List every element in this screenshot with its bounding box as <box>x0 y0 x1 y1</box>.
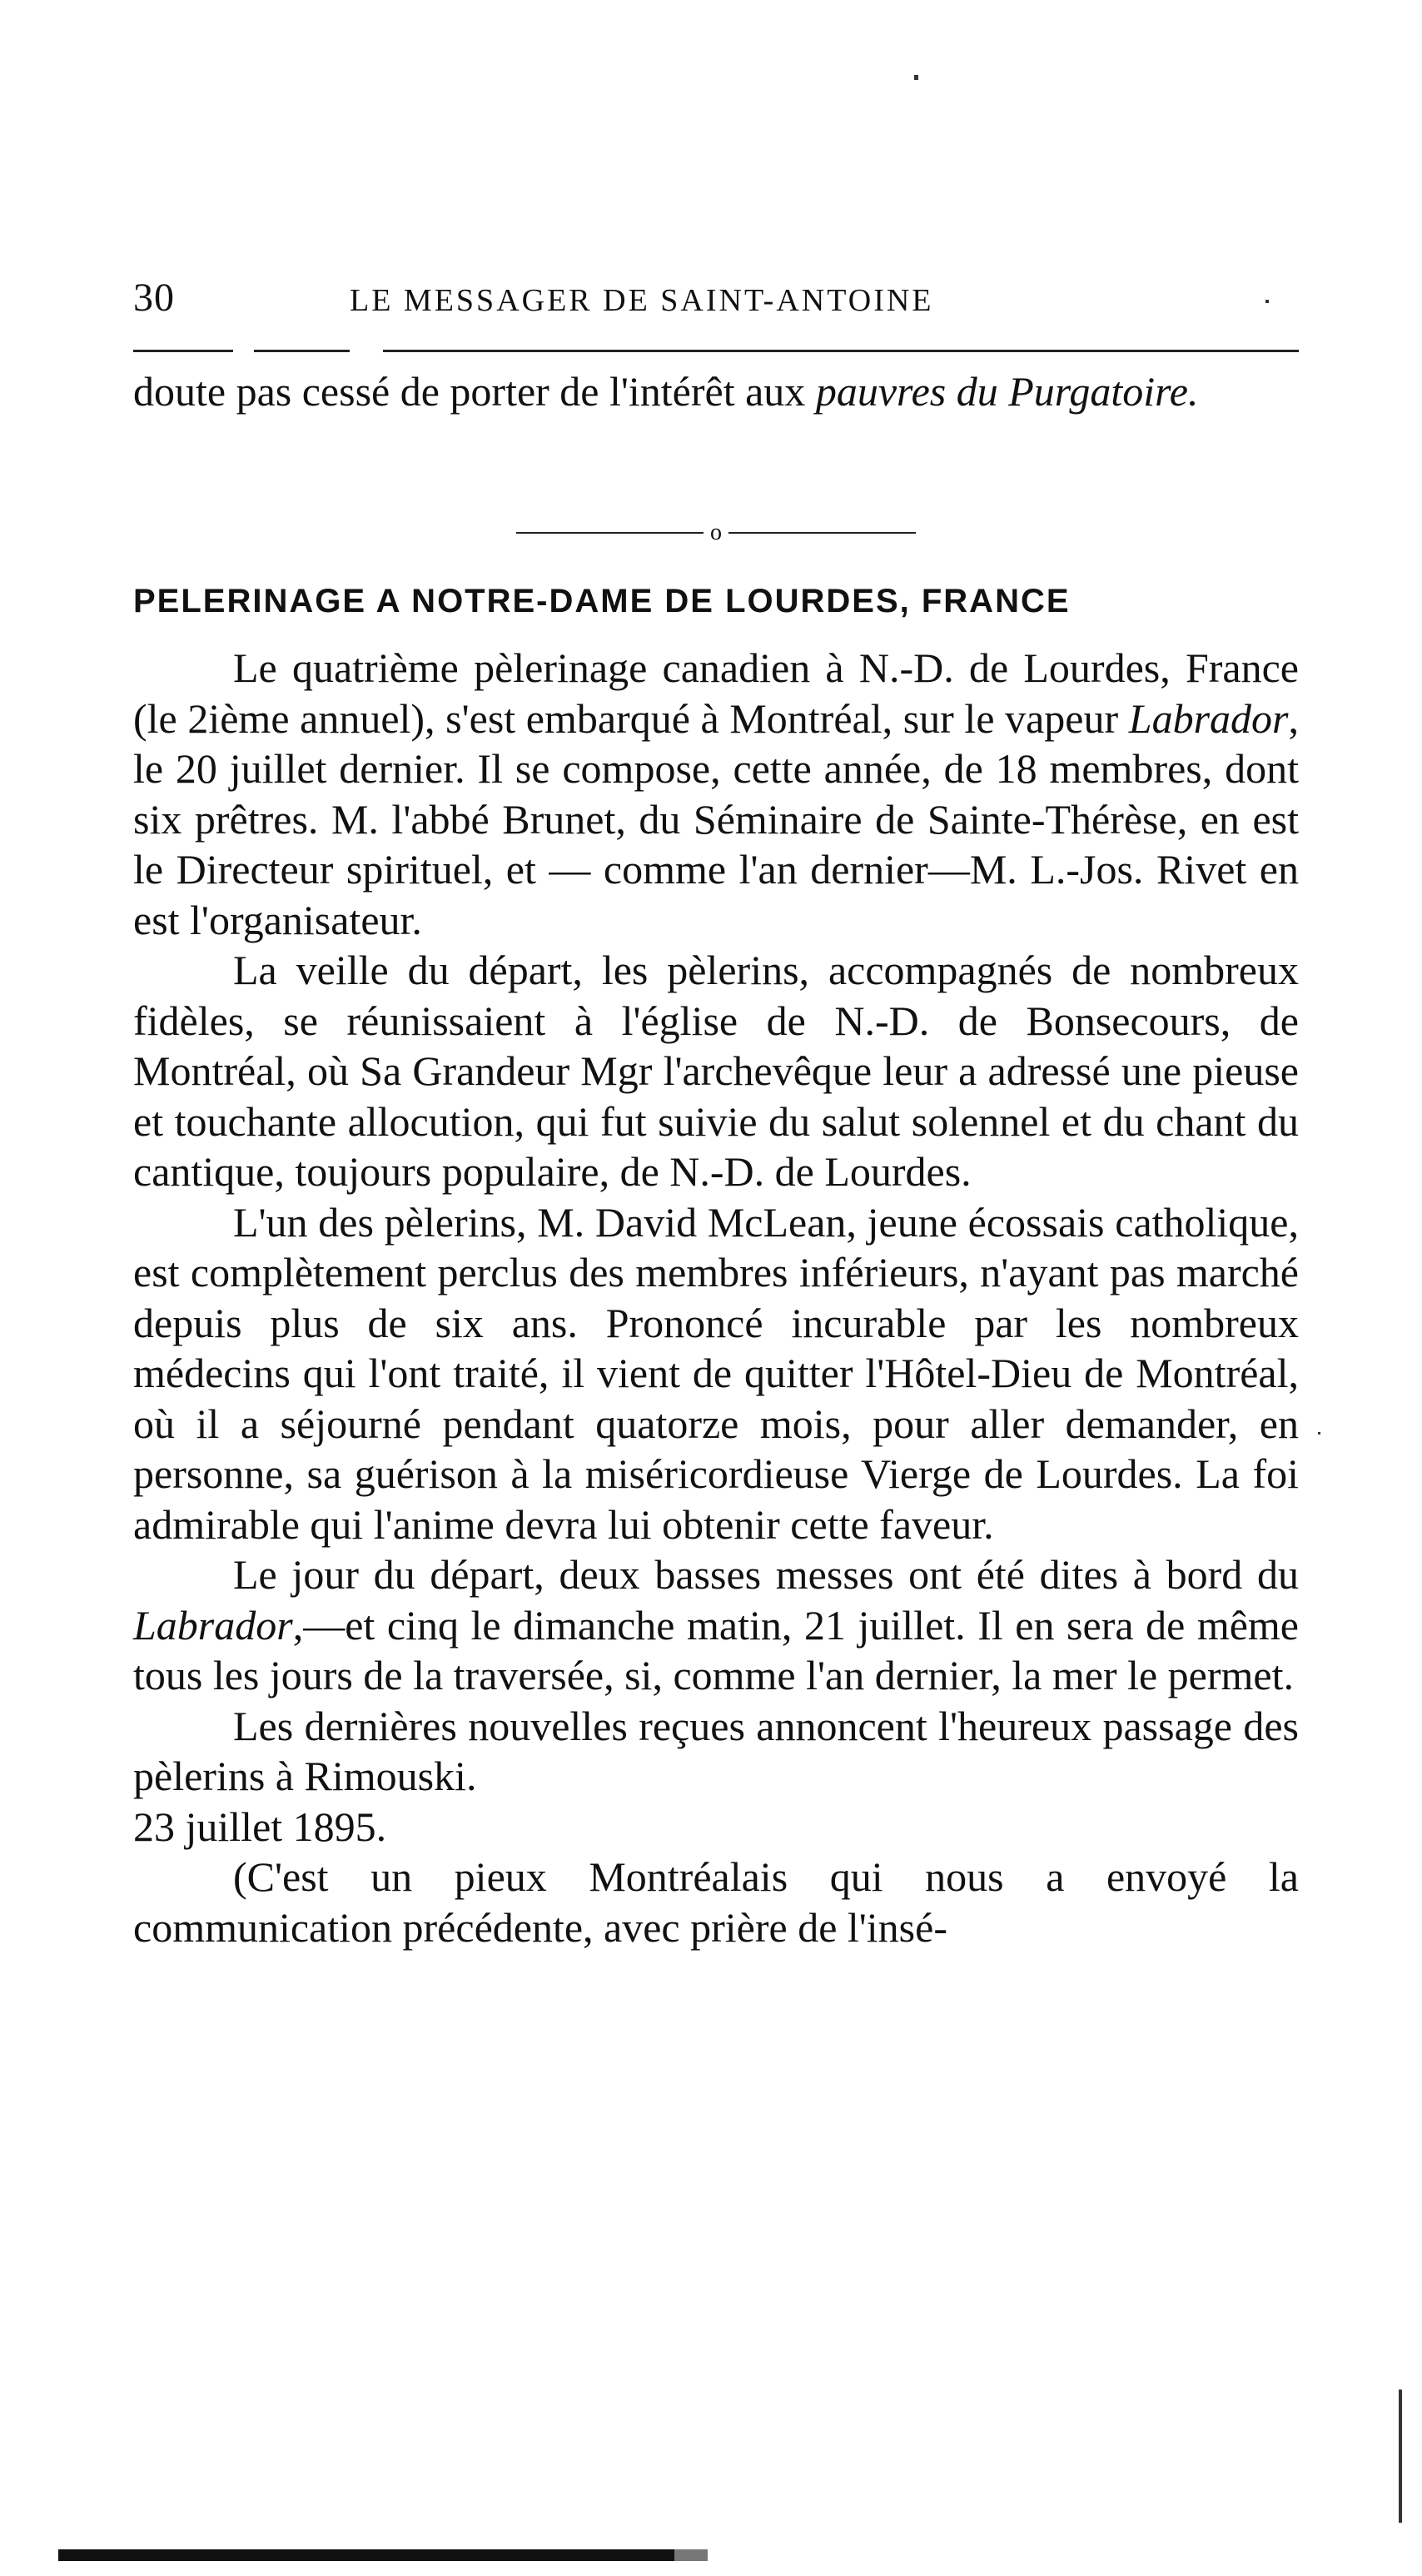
scan-speck <box>1318 1432 1320 1435</box>
paragraph-5: Les dernières nouvelles reçues annoncent l'heureux passage des pèlerins à Rimouski. <box>133 1702 1299 1799</box>
article-body <box>133 643 1299 1952</box>
separator-line-left <box>516 532 704 534</box>
lead-italic-text: pauvres du Purgatoire. <box>815 368 1199 415</box>
separator-line-right <box>728 532 916 534</box>
page-header <box>133 275 1299 333</box>
page-number: 30 <box>133 276 175 320</box>
section-title: PELERINAGE A NOTRE-DAME DE LOURDES, FRANCE <box>133 583 1071 619</box>
ship-name: Labrador <box>1128 694 1289 742</box>
scan-speck <box>914 75 918 80</box>
paragraph-4 <box>133 1549 1299 1701</box>
paragraph-1 <box>133 643 1299 945</box>
header-rule <box>133 350 1299 352</box>
paragraph-1-text-a: Le quatrième pèlerinage canadien à N.-D. de Lourdes, France (le 2ième annuel), s'est embarqué à Montréal, sur le vapeur <box>133 644 1299 742</box>
scan-speck <box>1265 300 1269 303</box>
scan-speck <box>1399 2390 1402 2523</box>
paragraph-1-text-b: , le 20 juillet dernier. Il se compose, cette année, de 18 membres, dont six prêtres. M. l'abbé Brunet, du Séminaire de Sainte-Thérèse, en est le Directeur spirituel, et — comme l'an dernier—M. L.-Jos. Rivet en est l'organisateur. <box>133 694 1299 943</box>
lead-paragraph <box>133 366 1299 417</box>
paragraph-2: La veille du départ, les pèlerins, accompagnés de nombreux fidèles, se réunissaient à l'église de N.-D. de Bonsecours, de Montréal, où Sa Grandeur Mgr l'archevêque leur a adressé une pieuse et touchante allocution, qui fut suivie du salut solennel et du chant du cantique, toujours populaire, de N.-D. de Lourdes. <box>133 947 1299 1195</box>
paragraph-6: (C'est un pieux Montréalais qui nous a envoyé la communication précédente, avec prière de l'insé- <box>133 1853 1299 1951</box>
article-date: 23 juillet 1895. <box>133 1803 387 1850</box>
running-title: LE MESSAGER DE SAINT-ANTOINE <box>350 283 934 318</box>
ship-name: Labrador <box>133 1601 293 1649</box>
bottom-scan-edge <box>58 2549 708 2561</box>
paragraph-4-text-a: Le jour du départ, deux basses messes ont été dites à bord du <box>233 1551 1299 1598</box>
paragraph-4-text-b: ,—et cinq le dimanche matin, 21 juillet. Il en sera de même tous les jours de la traversée, si, comme l'an dernier, la mer le permet. <box>133 1601 1299 1698</box>
separator-circle: o <box>710 520 722 545</box>
section-separator <box>516 520 916 545</box>
lead-text: doute pas cessé de porter de l'intérêt aux <box>133 368 816 415</box>
paragraph-3: L'un des pèlerins, M. David McLean, jeune écossais catholique, est complètement perclus des membres inférieurs, n'ayant pas marché depuis plus de six ans. Prononcé incurable par les nombreux médecins qui l'ont traité, il vient de quitter l'Hôtel-Dieu de Montréal, où il a séjourné pendant quatorze mois, pour aller demander, en personne, sa guérison à la miséricordieuse Vierge de Lourdes. La foi admirable qui l'anime devra lui obtenir cette faveur. <box>133 1198 1299 1548</box>
